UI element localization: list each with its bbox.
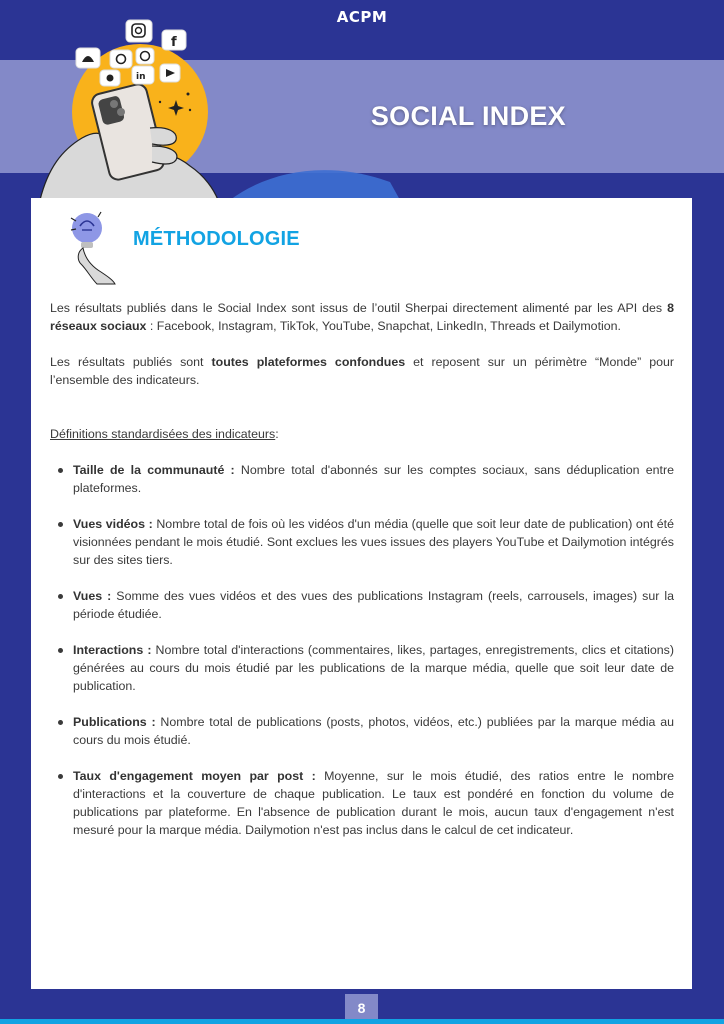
snapchat-icon [76, 48, 100, 68]
svg-text:f: f [171, 35, 177, 50]
definitions-heading-suffix: : [275, 427, 279, 441]
definitions-list [50, 461, 674, 839]
definition-text: Nombre total d'interactions (commentaires, likes, partages, enregistrements, clics et citations) générées au cours du mois étudié par les publications de la marque média, quelle que soit leur date de publication. [73, 643, 674, 693]
definition-term: Interactions : [73, 643, 152, 657]
definition-text: Moyenne, sur le mois étudié, des ratios entre le nombre d'interactions et la couverture de chaque publication. Le taux est pondéré en fonction du volume de publications par plateforme. En l'absence de publication durant le mois, aucun taux d'engagement n'est mesuré pour la marque média. Dailymotion n'est pas inclus dans le calcul de cet indicateur. [73, 769, 674, 837]
intro-p1-text: Les résultats publiés dans le Social Index sont issus de l’outil Sherpai directement alimenté par les API des [50, 301, 668, 315]
instagram-icon [126, 20, 152, 42]
list-item [50, 461, 674, 497]
svg-text:in: in [136, 72, 146, 82]
list-item [50, 515, 674, 569]
definition-term: Taux d'engagement moyen par post : [73, 769, 316, 783]
section-title: MÉTHODOLOGIE [133, 228, 300, 250]
definition-text: Nombre total de publications (posts, photos, vidéos, etc.) publiées par la marque média au cours du mois étudié. [73, 715, 674, 747]
intro-p2-text: Les résultats publiés sont [50, 355, 212, 369]
body-text [50, 299, 674, 857]
hero-illustration [0, 0, 724, 200]
list-item [50, 713, 674, 749]
content-card [31, 198, 692, 989]
definition-term: Taille de la communauté : [73, 463, 235, 477]
intro-p1-rest: : Facebook, Instagram, TikTok, YouTube, Snapchat, LinkedIn, Threads et Dailymotion. [146, 319, 621, 333]
definition-text: Nombre total de fois où les vidéos d'un média (quelle que soit leur date de publication) ont été visionnées pendant le mois étudié. Sont exclues les vues issues des players YouTube et Dailymotion intégrés sur des sites tiers. [73, 517, 674, 567]
definition-text: Somme des vues vidéos et des vues des publications Instagram (reels, carrousels, images) sur la période étudiée. [73, 589, 674, 621]
intro-paragraph-1 [50, 299, 674, 335]
definition-text: Nombre total d'abonnés sur les comptes sociaux, sans déduplication entre plateformes. [73, 463, 674, 495]
lightbulb-hand-icon [67, 206, 127, 286]
definition-term: Publications : [73, 715, 156, 729]
page-title: SOCIAL INDEX [370, 101, 566, 131]
bottom-accent-line [0, 1019, 724, 1024]
intro-p1-bold: 8 réseaux sociaux [50, 301, 674, 333]
intro-p2-bold: toutes plateformes confondues [211, 355, 406, 369]
definitions-heading-text: Définitions standardisées des indicateurs [50, 427, 276, 441]
linkedin-icon [132, 66, 154, 84]
list-item [50, 587, 674, 623]
youtube-icon [160, 64, 180, 82]
facebook-icon [162, 30, 186, 50]
blue-wave-shape [230, 170, 400, 200]
threads-icon [110, 50, 132, 68]
page-number: 8 [345, 994, 378, 1024]
definitions-heading [50, 425, 674, 443]
intro-paragraph-2 [50, 353, 674, 389]
list-item [50, 641, 674, 695]
intro-p2-rest: et reposent sur un périmètre “Monde” pour l’ensemble des indicateurs. [50, 355, 675, 387]
twitter-icon [100, 70, 120, 86]
definition-term: Vues : [73, 589, 112, 603]
definition-term: Vues vidéos : [73, 517, 153, 531]
list-item [50, 767, 674, 839]
acpm-logo: ACPM [336, 8, 388, 26]
pinterest-icon [136, 48, 154, 64]
